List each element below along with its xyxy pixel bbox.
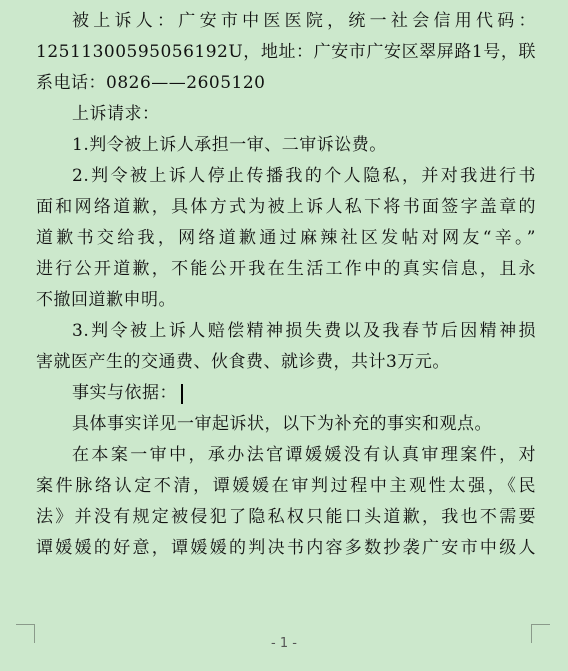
text-line: 在本案一审中，承办法官谭媛媛没有认真审理案件，对 bbox=[72, 445, 536, 465]
text-line: 1.判令被上诉人承担一审、二审诉讼费。 bbox=[72, 135, 387, 155]
text-line-content: 事实与依据： bbox=[72, 383, 177, 403]
text-line: 系电话：0826——2605120 bbox=[36, 73, 266, 93]
text-line: 2.判令被上诉人停止传播我的个人隐私，并对我进行书 bbox=[72, 166, 536, 186]
text-line: 谭媛媛的好意，谭媛媛的判决书内容多数抄袭广安市中级人 bbox=[36, 538, 536, 558]
text-line: 12511300595056192U，地址：广安市广安区翠屏路1号，联 bbox=[36, 42, 536, 62]
text-line: 面和网络道歉，具体方式为被上诉人私下将书面签字盖章的 bbox=[36, 197, 536, 217]
text-line: 上诉请求： bbox=[72, 104, 160, 124]
text-line: 道歉书交给我，网络道歉通过麻辣社区发帖对网友“辛。” bbox=[36, 228, 536, 248]
text-line: 害就医产生的交通费、伙食费、就诊费，共计3万元。 bbox=[36, 352, 450, 372]
text-line: 3.判令被上诉人赔偿精神损失费以及我春节后因精神损 bbox=[72, 321, 536, 341]
text-line: 具体事实详见一审起诉状，以下为补充的事实和观点。 bbox=[72, 414, 492, 434]
text-line: 案件脉络认定不清，谭媛媛在审判过程中主观性太强，《民 bbox=[36, 476, 536, 496]
text-line: 不撤回道歉申明。 bbox=[36, 290, 176, 310]
text-line-with-cursor bbox=[36, 378, 183, 408]
text-line: 被上诉人：广安市中医医院，统一社会信用代码： bbox=[72, 11, 536, 31]
text-cursor bbox=[181, 384, 183, 404]
text-line: 法》并没有规定被侵犯了隐私权只能口头道歉，我也不需要 bbox=[36, 507, 536, 527]
text-line: 进行公开道歉，不能公开我在生活工作中的真实信息，且永 bbox=[36, 259, 536, 279]
page-number: - 1 - bbox=[271, 636, 297, 651]
